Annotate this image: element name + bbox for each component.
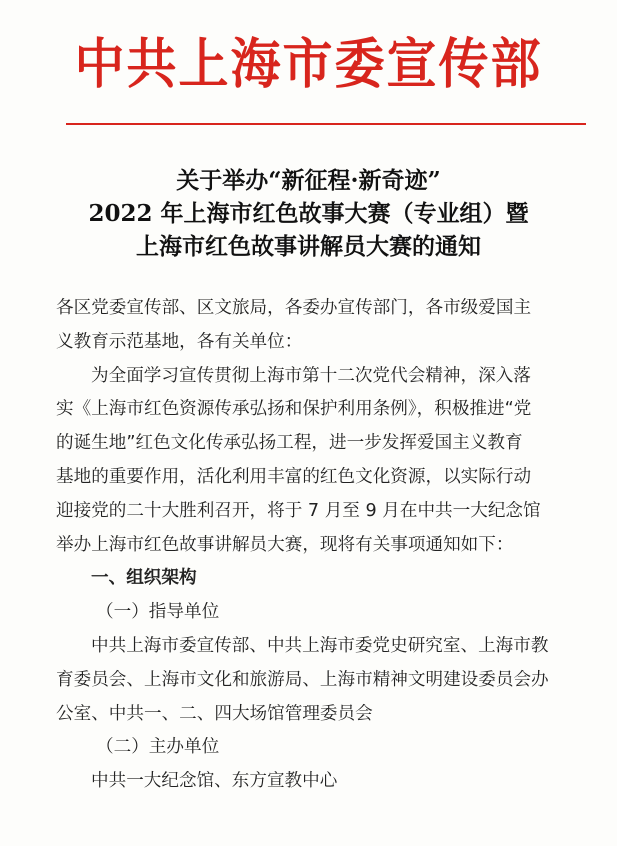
- notice-body: [56, 292, 576, 799]
- subsection-1-line-2: 育委员会、上海市文化和旅游局、上海市精神文明建设委员会办: [56, 669, 549, 690]
- paragraph-1-line-2: 实《上海市红色资源传承弘扬和保护利用条例》，积极推进“党: [56, 399, 532, 420]
- subsection-1-line-3: 公室、中共一、二、四大场馆管理委员会: [56, 703, 373, 724]
- masthead-red-rule: [66, 123, 586, 125]
- salutation-line-1: 各区党委宣传部、区文旅局，各委办宣传部门，各市级爱国主: [56, 298, 532, 318]
- subsection-1-heading: （一）指导单位: [96, 602, 220, 623]
- title-line-1: 关于举办“新征程·新奇迹”: [176, 167, 441, 194]
- subsection-2-line-1: 中共一大纪念馆、东方宣教中心: [91, 771, 338, 792]
- paragraph-1-line-4: 基地的重要作用，活化利用丰富的红色文化资源，以实际行动: [56, 466, 532, 487]
- section-1-heading: 一、组织架构: [91, 568, 197, 589]
- paragraph-1-line-5: 迎接党的二十大胜利召开，将于 7 月至 9 月在中共一大纪念馆: [56, 500, 541, 521]
- notice-title: [0, 164, 617, 263]
- salutation-line-2: 义教育示范基地，各有关单位：: [56, 331, 303, 352]
- subsection-1-line-1: 中共上海市委宣传部、中共上海市委党史研究室、上海市教: [91, 635, 549, 656]
- title-line-3: 上海市红色故事讲解员大赛的通知: [136, 233, 481, 260]
- title-line-2: 2022 年上海市红色故事大赛（专业组）暨: [88, 200, 529, 227]
- paragraph-1-line-1: 为全面学习宣传贯彻上海市第十二次党代会精神，深入落: [91, 365, 531, 386]
- paragraph-1-line-3: 的诞生地”红色文化传承弘扬工程，进一步发挥爱国主义教育: [56, 433, 523, 454]
- paragraph-1-line-6: 举办上海市红色故事讲解员大赛，现将有关事项通知如下：: [56, 534, 514, 555]
- masthead-title: 中共上海市委宣传部: [74, 32, 543, 96]
- subsection-2-heading: （二）主办单位: [96, 737, 220, 758]
